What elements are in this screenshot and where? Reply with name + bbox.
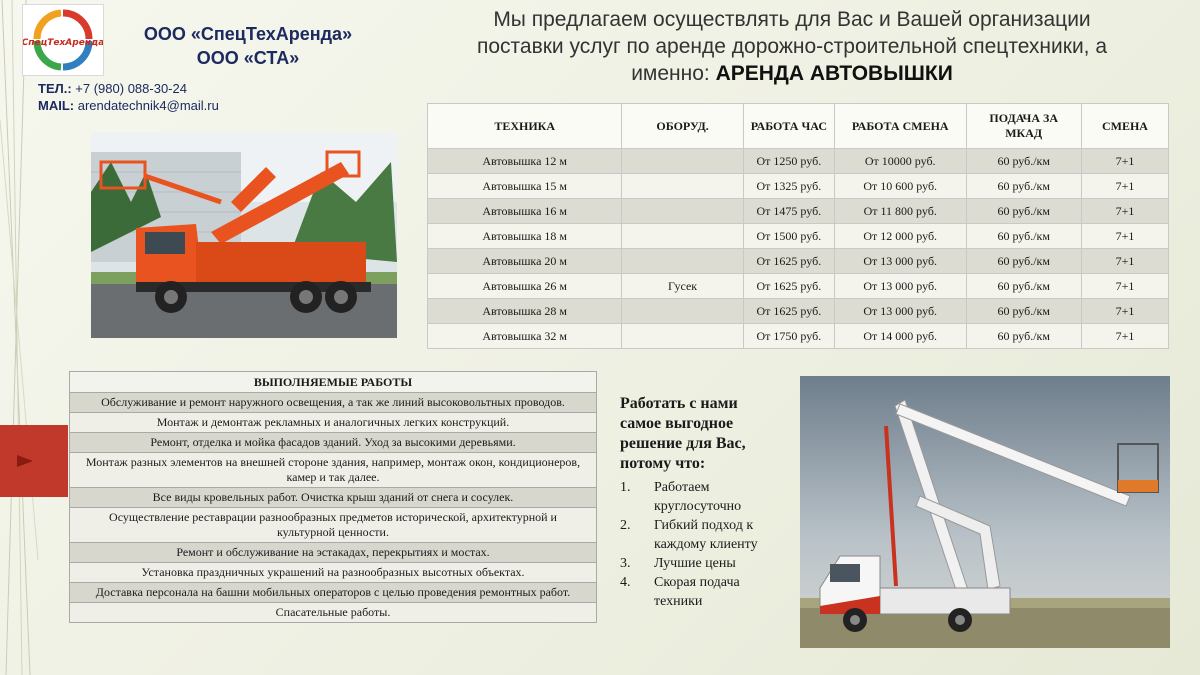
why-us-title: Работать с нами самое выгодное решение для Вас, потому что:	[620, 395, 746, 472]
table-row	[70, 453, 597, 488]
table-row	[70, 603, 597, 623]
cell-equipment: Автовышка 32 м	[428, 324, 622, 349]
headline-line3-prefix: именно:	[631, 62, 716, 85]
table-row	[70, 543, 597, 563]
cell-delivery: 60 руб./км	[966, 274, 1081, 299]
col-header-delivery: ПОДАЧА ЗА МКАД	[966, 104, 1081, 149]
cell-attachment	[622, 299, 743, 324]
truck-photo	[91, 132, 397, 338]
table-row	[428, 199, 1169, 224]
work-item: Спасательные работы.	[70, 603, 597, 623]
decorative-lines	[0, 0, 40, 675]
arrow-mark-icon	[17, 455, 33, 467]
cell-shift: 7+1	[1081, 299, 1168, 324]
table-row	[70, 563, 597, 583]
table-row	[70, 393, 597, 413]
cell-attachment	[622, 174, 743, 199]
cell-attachment	[622, 199, 743, 224]
company-name-line1: ООО «СпецТехАренда»	[143, 24, 353, 44]
price-table-header-row	[428, 104, 1169, 149]
list-item	[620, 516, 770, 554]
headline	[408, 6, 1176, 87]
cell-shift: 7+1	[1081, 174, 1168, 199]
list-item	[620, 554, 770, 573]
work-item: Осуществление реставрации разнообразных предметов исторической, архитектурной и культурной ценности.	[70, 508, 597, 543]
cell-hour-rate: От 1250 руб.	[743, 149, 834, 174]
cell-shift: 7+1	[1081, 224, 1168, 249]
cell-equipment: Автовышка 16 м	[428, 199, 622, 224]
cell-attachment	[622, 224, 743, 249]
cell-delivery: 60 руб./км	[966, 199, 1081, 224]
headline-line2: поставки услуг по аренде дорожно-строительной спецтехники, а	[476, 35, 1108, 58]
company-name	[113, 22, 383, 70]
cell-shift-rate: От 12 000 руб.	[834, 224, 966, 249]
list-item-number: 1.	[620, 480, 631, 495]
list-item	[620, 573, 770, 611]
cell-attachment: Гусек	[622, 274, 743, 299]
works-table-header-row	[70, 372, 597, 393]
list-item-number: 3.	[620, 556, 631, 571]
cell-shift-rate: От 13 000 руб.	[834, 299, 966, 324]
table-row	[70, 413, 597, 433]
table-row	[428, 174, 1169, 199]
cell-shift-rate: От 14 000 руб.	[834, 324, 966, 349]
headline-highlight: АРЕНДА АВТОВЫШКИ	[715, 62, 953, 85]
cell-shift-rate: От 11 800 руб.	[834, 199, 966, 224]
work-item: Монтаж разных элементов на внешней стороне здания, например, монтаж окон, кондиционеров, камер и так далее.	[70, 453, 597, 488]
cell-delivery: 60 руб./км	[966, 299, 1081, 324]
cell-hour-rate: От 1325 руб.	[743, 174, 834, 199]
cell-hour-rate: От 1750 руб.	[743, 324, 834, 349]
cell-delivery: 60 руб./км	[966, 224, 1081, 249]
works-header: ВЫПОЛНЯЕМЫЕ РАБОТЫ	[70, 372, 597, 393]
work-item: Обслуживание и ремонт наружного освещения, а так же линий высоковольтных проводов.	[70, 393, 597, 413]
cell-shift: 7+1	[1081, 199, 1168, 224]
cell-attachment	[622, 249, 743, 274]
cell-delivery: 60 руб./км	[966, 249, 1081, 274]
table-row	[428, 224, 1169, 249]
cell-shift-rate: От 13 000 руб.	[834, 249, 966, 274]
table-row	[70, 433, 597, 453]
cell-shift-rate: От 10 600 руб.	[834, 174, 966, 199]
cell-attachment	[622, 324, 743, 349]
list-item-text: Скорая подача техники	[654, 575, 740, 609]
boom-truck-photo	[800, 376, 1170, 648]
col-header-equipment: ТЕХНИКА	[428, 104, 622, 149]
col-header-shift-rate: РАБОТА СМЕНА	[834, 104, 966, 149]
cell-shift: 7+1	[1081, 249, 1168, 274]
work-item: Доставка персонала на башни мобильных операторов с целью проведения ремонтных работ.	[70, 583, 597, 603]
why-us-block	[620, 394, 770, 611]
table-row	[428, 299, 1169, 324]
mail-address[interactable]: arendatechnik4@mail.ru	[74, 98, 219, 113]
cell-equipment: Автовышка 26 м	[428, 274, 622, 299]
list-item-text: Работаем круглосуточно	[654, 480, 742, 514]
work-item: Монтаж и демонтаж рекламных и аналогичных легких конструкций.	[70, 413, 597, 433]
cell-shift: 7+1	[1081, 324, 1168, 349]
list-item-text: Лучшие цены	[654, 556, 736, 571]
cell-delivery: 60 руб./км	[966, 324, 1081, 349]
cell-equipment: Автовышка 15 м	[428, 174, 622, 199]
cell-shift-rate: От 13 000 руб.	[834, 274, 966, 299]
cell-hour-rate: От 1625 руб.	[743, 274, 834, 299]
price-table	[427, 103, 1169, 349]
col-header-attachment: ОБОРУД.	[622, 104, 743, 149]
cell-shift: 7+1	[1081, 274, 1168, 299]
mail-label: MAIL:	[38, 98, 75, 113]
phone-number[interactable]: +7 (980) 088-30-24	[71, 81, 187, 96]
cell-equipment: Автовышка 20 м	[428, 249, 622, 274]
works-table	[69, 371, 597, 623]
table-row	[428, 149, 1169, 174]
table-row	[428, 324, 1169, 349]
list-item	[620, 478, 770, 516]
table-row	[70, 583, 597, 603]
work-item: Все виды кровельных работ. Очистка крыш зданий от снега и сосулек.	[70, 488, 597, 508]
cell-equipment: Автовышка 12 м	[428, 149, 622, 174]
cell-hour-rate: От 1500 руб.	[743, 224, 834, 249]
cell-equipment: Автовышка 18 м	[428, 224, 622, 249]
table-row	[70, 488, 597, 508]
cell-hour-rate: От 1475 руб.	[743, 199, 834, 224]
cell-attachment	[622, 149, 743, 174]
list-item-number: 4.	[620, 575, 631, 590]
why-us-list	[620, 478, 770, 611]
work-item: Ремонт, отделка и мойка фасадов зданий. Уход за высокими деревьями.	[70, 433, 597, 453]
col-header-hour-rate: РАБОТА ЧАС	[743, 104, 834, 149]
contacts	[38, 80, 219, 114]
svg-text:СпецТехАренда: СпецТехАренда	[23, 38, 103, 48]
cell-shift: 7+1	[1081, 149, 1168, 174]
accent-bar	[0, 425, 68, 497]
table-row	[428, 274, 1169, 299]
col-header-shift: СМЕНА	[1081, 104, 1168, 149]
cell-shift-rate: От 10000 руб.	[834, 149, 966, 174]
cell-delivery: 60 руб./км	[966, 174, 1081, 199]
list-item-number: 2.	[620, 518, 631, 533]
cell-hour-rate: От 1625 руб.	[743, 249, 834, 274]
work-item: Установка праздничных украшений на разнообразных высотных объектах.	[70, 563, 597, 583]
table-row	[428, 249, 1169, 274]
headline-line1: Мы предлагаем осуществлять для Вас и Вашей организации	[493, 8, 1091, 31]
cell-delivery: 60 руб./км	[966, 149, 1081, 174]
phone-label: ТЕЛ.:	[38, 81, 72, 96]
cell-hour-rate: От 1625 руб.	[743, 299, 834, 324]
company-name-line2: ООО «СТА»	[196, 48, 300, 68]
list-item-text: Гибкий подход к каждому клиенту	[654, 518, 758, 552]
company-logo	[22, 4, 104, 76]
work-item: Ремонт и обслуживание на эстакадах, перекрытиях и мостах.	[70, 543, 597, 563]
table-row	[70, 508, 597, 543]
cell-equipment: Автовышка 28 м	[428, 299, 622, 324]
